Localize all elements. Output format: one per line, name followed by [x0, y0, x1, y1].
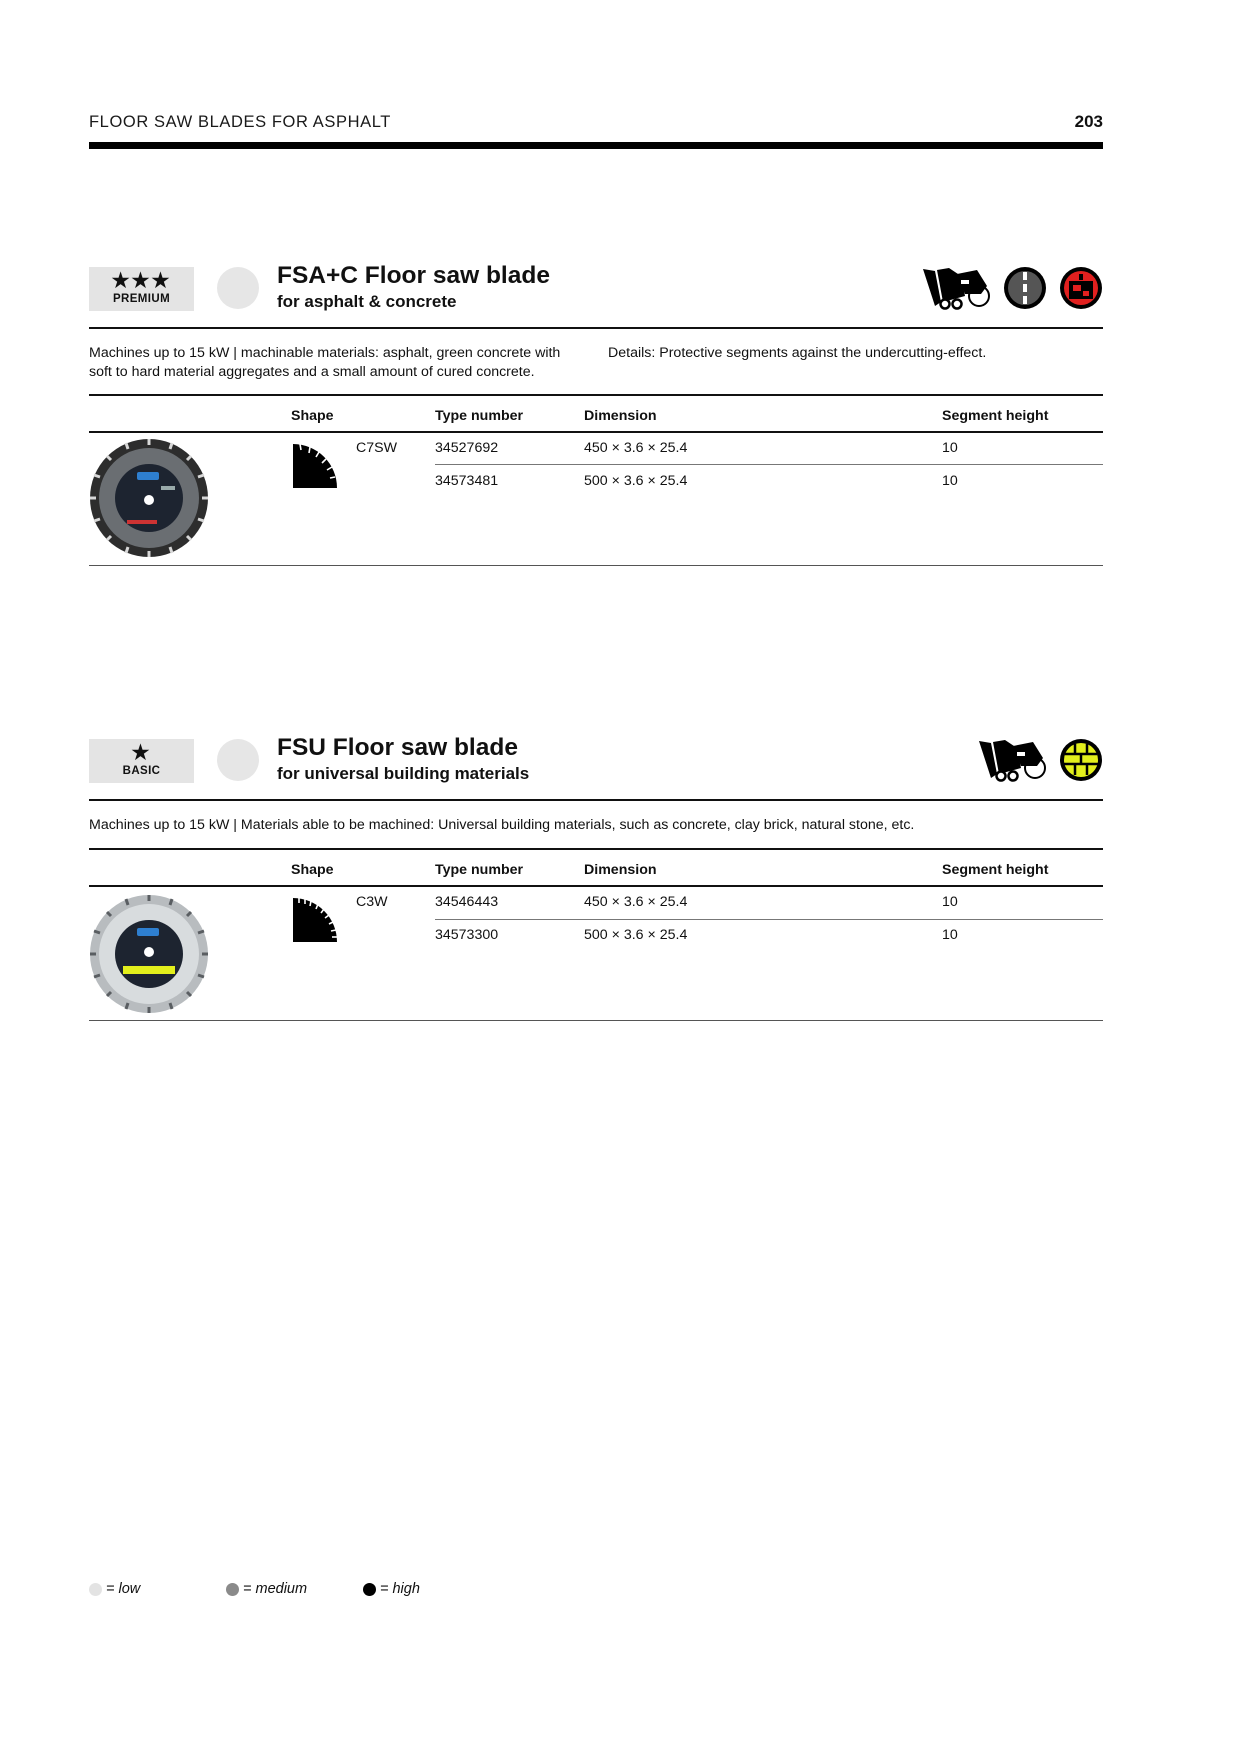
low-rating-dot [217, 739, 259, 781]
cell-segment-height: 10 [942, 440, 958, 456]
row-rule [435, 919, 1103, 920]
cell-type-number: 34573481 [435, 473, 499, 489]
cell-dimension: 500 × 3.6 × 25.4 [584, 473, 688, 489]
row-rule [435, 464, 1103, 465]
product-subtitle: for asphalt & concrete [277, 292, 457, 311]
cell-dimension: 500 × 3.6 × 25.4 [584, 927, 688, 943]
col-header-dimension: Dimension [584, 862, 657, 878]
product-description [89, 816, 914, 835]
low-rating-dot [217, 267, 259, 309]
legend-label: = low [106, 1581, 141, 1597]
description-line: Machines up to 15 kW | Materials able to be machined: Universal building materials, such as concrete, clay brick, natural stone, etc. [89, 817, 915, 833]
shape-name: C7SW [356, 440, 397, 456]
col-header-shape: Shape [291, 862, 334, 878]
product-title: FSU Floor saw blade [277, 734, 518, 761]
product-subtitle: for universal building materials [277, 764, 530, 783]
asphalt-material-icon [1003, 266, 1047, 310]
universal-materials-icon [1059, 738, 1103, 782]
legend-high [363, 1581, 420, 1597]
table-top-rule [89, 394, 1103, 396]
cell-segment-height: 10 [942, 927, 958, 943]
cell-segment-height: 10 [942, 894, 958, 910]
product-description [89, 344, 560, 382]
legend-dot-high [363, 1583, 376, 1596]
table-bottom-rule [89, 565, 1103, 566]
legend-label: = high [380, 1581, 420, 1597]
grade-stars: ★★★ [111, 270, 172, 292]
product-details: Details: Protective segments against the undercutting-effect. [608, 345, 987, 361]
col-header-segment-height: Segment height [942, 862, 1049, 878]
table-header-rule [89, 885, 1103, 887]
grade-stars: ★ [131, 742, 152, 764]
legend-medium [226, 1581, 307, 1597]
page-header-title: FLOOR SAW BLADES FOR ASPHALT [89, 113, 391, 131]
section-rule [89, 327, 1103, 329]
cell-dimension: 450 × 3.6 × 25.4 [584, 440, 688, 456]
application-icons [977, 736, 1103, 784]
grade-badge-premium [89, 267, 194, 311]
legend-low [89, 1581, 140, 1597]
floor-saw-icon [921, 266, 991, 310]
cell-type-number: 34573300 [435, 927, 499, 943]
shape-c7sw-icon [291, 442, 339, 490]
cell-type-number: 34527692 [435, 440, 499, 456]
application-icons [921, 264, 1103, 312]
table-top-rule [89, 848, 1103, 850]
legend-label: = medium [243, 1581, 308, 1597]
description-line: Machines up to 15 kW | machinable materials: asphalt, green concrete with [89, 345, 561, 361]
blade-image-fsu [89, 894, 209, 1014]
grade-badge-basic [89, 739, 194, 783]
cured-concrete-icon [1059, 266, 1103, 310]
table-header-rule [89, 431, 1103, 433]
table-bottom-rule [89, 1020, 1103, 1021]
col-header-dimension: Dimension [584, 408, 657, 424]
col-header-type-number: Type number [435, 862, 524, 878]
grade-label: BASIC [122, 765, 161, 777]
floor-saw-icon [977, 738, 1047, 782]
shape-name: C3W [356, 894, 388, 910]
legend-dot-medium [226, 1583, 239, 1596]
cell-segment-height: 10 [942, 473, 958, 489]
cell-dimension: 450 × 3.6 × 25.4 [584, 894, 688, 910]
page-number: 203 [1074, 112, 1103, 131]
col-header-shape: Shape [291, 408, 334, 424]
col-header-type-number: Type number [435, 408, 524, 424]
cell-type-number: 34546443 [435, 894, 499, 910]
legend-dot-low [89, 1583, 102, 1596]
col-header-segment-height: Segment height [942, 408, 1049, 424]
shape-c3w-icon [291, 896, 339, 944]
header-rule [89, 142, 1103, 149]
grade-label: PREMIUM [112, 293, 171, 305]
description-line: soft to hard material aggregates and a small amount of cured concrete. [89, 364, 535, 380]
product-title: FSA+C Floor saw blade [277, 262, 550, 289]
section-rule [89, 799, 1103, 801]
blade-image-fsa-c [89, 438, 209, 558]
